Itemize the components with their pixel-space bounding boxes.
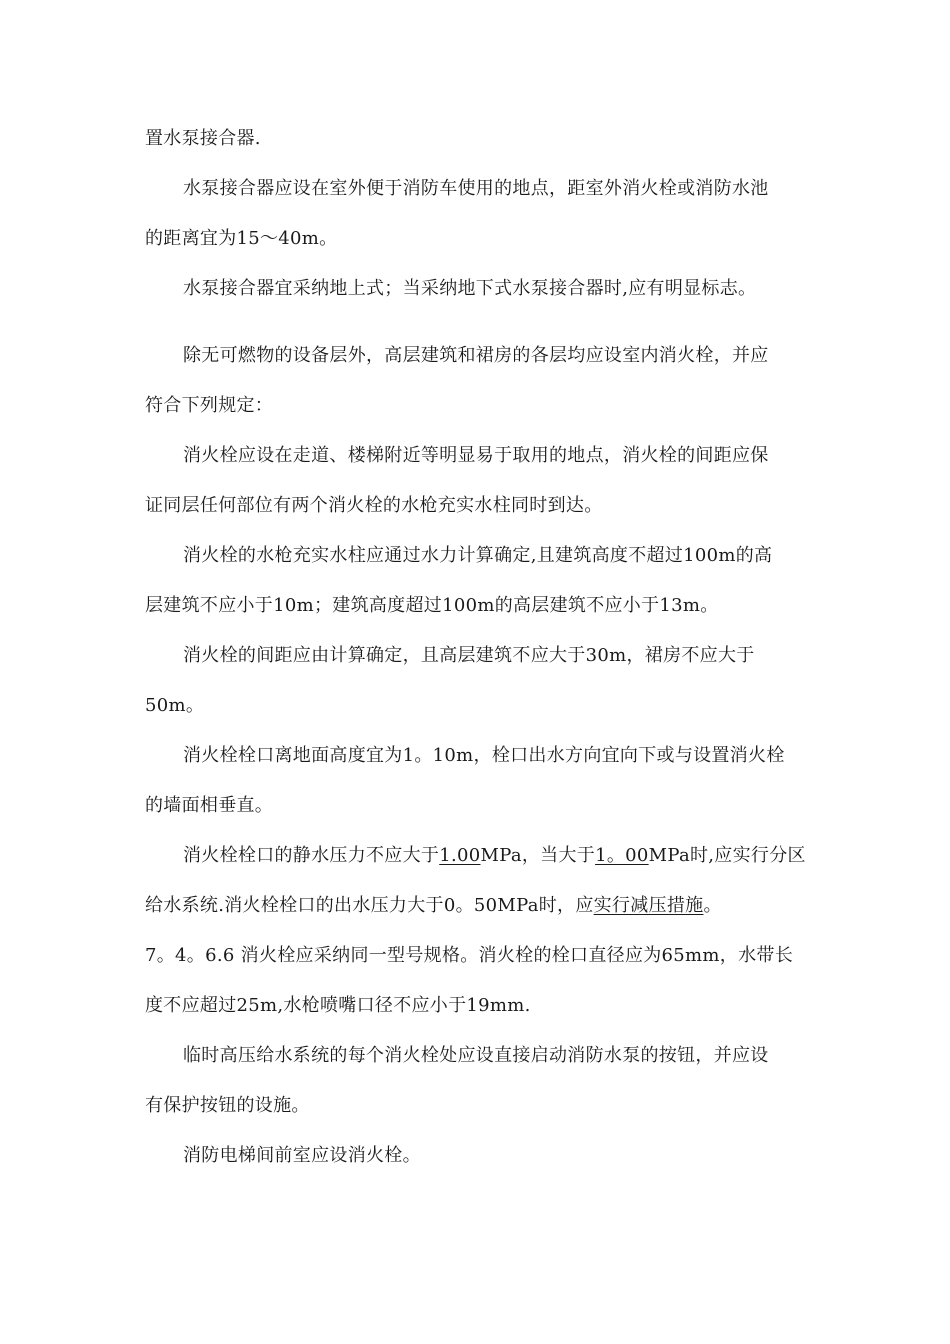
text-segment: MPa，当大于: [480, 845, 596, 866]
text-line: [183, 1041, 769, 1071]
text-segment: 。: [703, 895, 722, 916]
text-line: [183, 441, 769, 471]
text-segment: 消火栓栓口的静水压力不应大于: [183, 845, 440, 866]
text-line: [145, 224, 337, 254]
text-line: [145, 491, 603, 521]
text-line: [183, 274, 756, 304]
text-segment: 置水泵接合器.: [145, 128, 261, 149]
text-line: [183, 741, 785, 771]
text-line: [145, 791, 273, 821]
text-segment: 层建筑不应小于10m；建筑高度超过100m的高层建筑不应小于13m。: [145, 595, 719, 616]
text-line: [145, 891, 722, 921]
text-line: [145, 591, 719, 621]
text-line: [145, 124, 261, 154]
text-segment: 水泵接合器宜采纳地上式；当采纳地下式水泵接合器时,应有明显标志。: [183, 278, 757, 299]
underlined-value: 1.00: [439, 845, 481, 866]
text-segment: 给水系统.消火栓栓口的出水压力大于0。50MPa时，应: [145, 895, 594, 916]
text-line: [183, 1141, 421, 1171]
underlined-text: 实行减压措施: [593, 895, 704, 916]
text-segment: 除无可燃物的设备层外，高层建筑和裙房的各层均应设室内消火栓，并应: [183, 345, 769, 366]
text-line: [145, 391, 273, 421]
text-line: [183, 641, 755, 671]
text-segment: MPa时,应实行分区: [648, 845, 806, 866]
text-segment: 消火栓的水枪充实水柱应通过水力计算确定,且建筑高度不超过100m的高: [183, 545, 773, 566]
text-segment: 消火栓应设在走道、楼梯附近等明显易于取用的地点，消火栓的间距应保: [183, 445, 769, 466]
text-segment: 的墙面相垂直。: [145, 795, 274, 816]
text-line: [183, 841, 806, 871]
text-segment: 消火栓栓口离地面高度宜为1。10m，栓口出水方向宜向下或与设置消火栓: [183, 745, 785, 766]
text-segment: 的距离宜为15～40m。: [145, 228, 338, 249]
text-line: [145, 691, 204, 721]
text-segment: 50m。: [145, 695, 205, 716]
text-segment: 消防电梯间前室应设消火栓。: [183, 1145, 421, 1166]
text-line: [145, 1091, 310, 1121]
text-segment: 度不应超过25m,水枪喷嘴口径不应小于19mm.: [145, 995, 531, 1016]
text-line: [183, 541, 772, 571]
text-segment: 消火栓的间距应由计算确定，且高层建筑不应大于30m，裙房不应大于: [183, 645, 755, 666]
text-segment: 7。4。6.6 消火栓应采纳同一型号规格。消火栓的栓口直径应为65mm，水带长: [145, 945, 793, 966]
text-line: [145, 991, 531, 1021]
text-segment: 水泵接合器应设在室外便于消防车使用的地点，距室外消火栓或消防水池: [183, 178, 769, 199]
text-line: [183, 341, 769, 371]
text-line: [145, 941, 793, 971]
text-segment: 证同层任何部位有两个消火栓的水枪充实水柱同时到达。: [145, 495, 603, 516]
underlined-value: 1。00: [595, 845, 649, 866]
text-segment: 符合下列规定：: [145, 395, 274, 416]
text-segment: 有保护按钮的设施。: [145, 1095, 310, 1116]
text-segment: 临时高压给水系统的每个消火栓处应设直接启动消防水泵的按钮，并应设: [183, 1045, 769, 1066]
text-line: [183, 174, 769, 204]
